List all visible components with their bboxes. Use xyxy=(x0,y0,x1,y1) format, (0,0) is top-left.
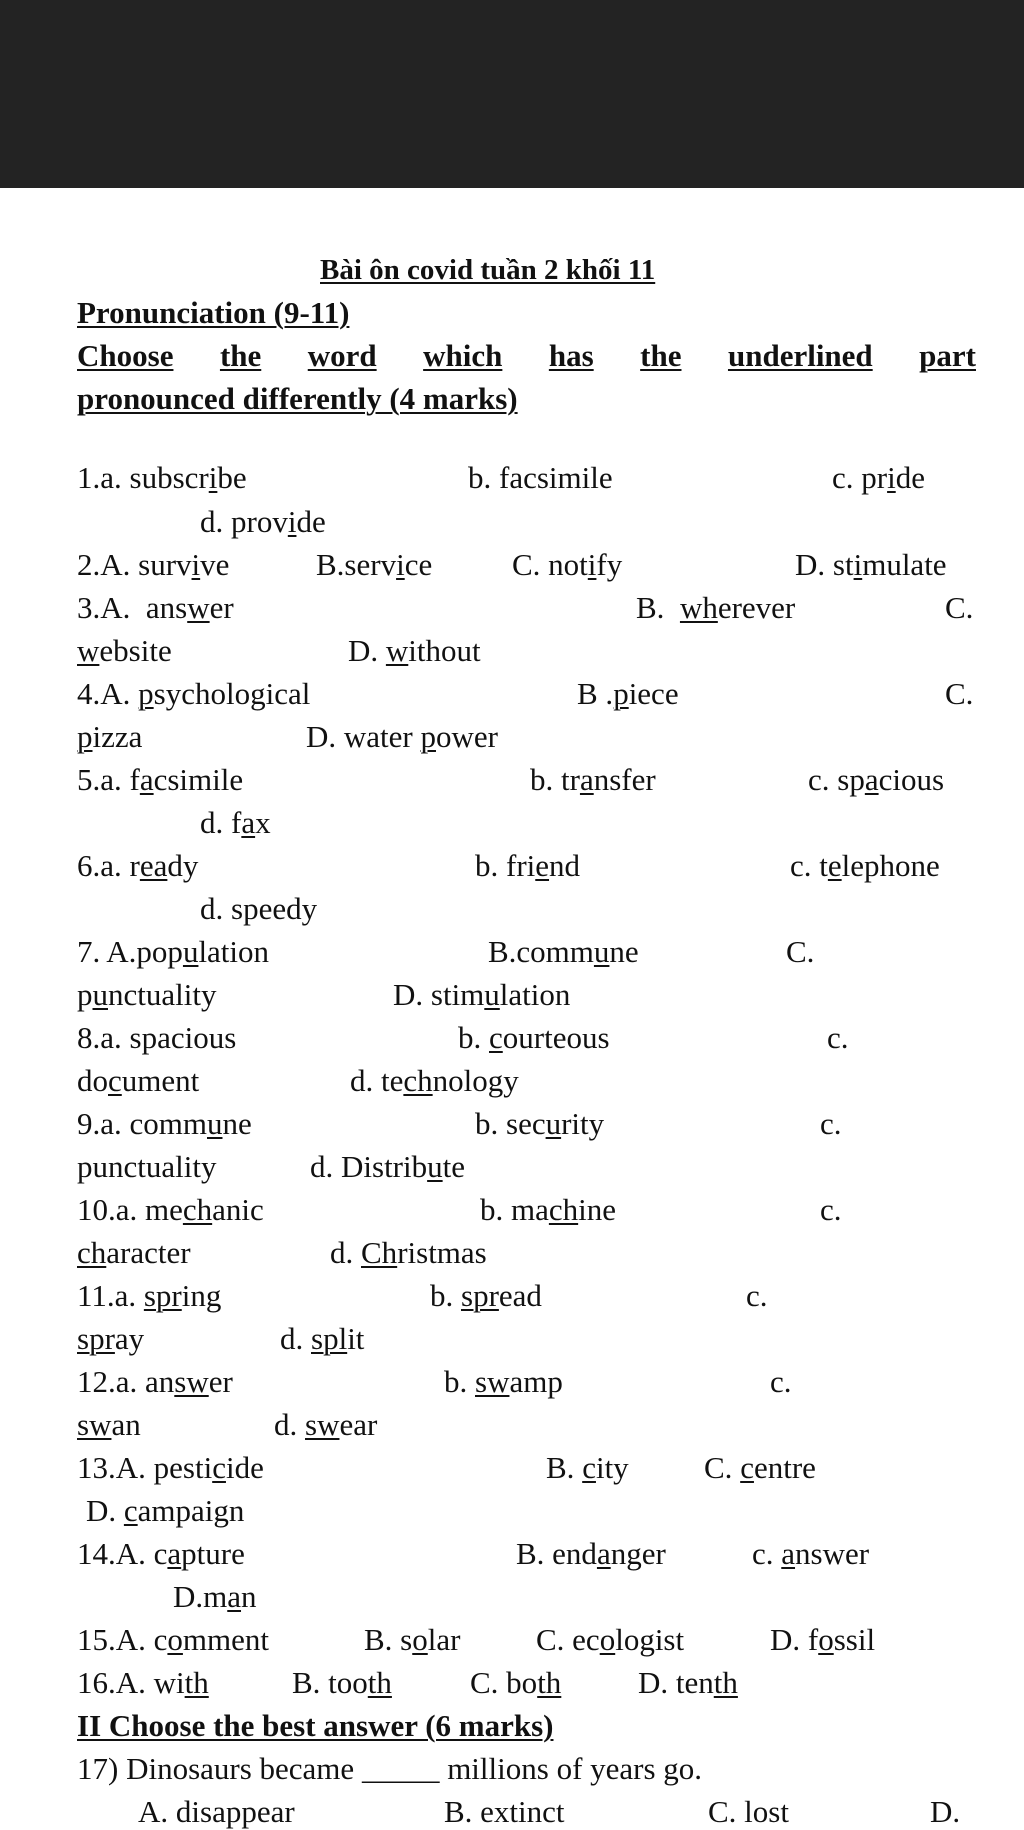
q3-option-c-label: C. xyxy=(945,590,974,625)
q8-option-c-label: c. xyxy=(827,1020,849,1055)
q6-option-d: d. speedy xyxy=(200,891,318,926)
section-pronunciation: Pronunciation (9-11) xyxy=(77,295,350,330)
q7-option-a: 7. A.population xyxy=(77,934,270,969)
q12-option-a: 12.a. answer xyxy=(77,1364,233,1399)
q14-option-b: B. endanger xyxy=(516,1536,666,1571)
q14-option-c: c. answer xyxy=(752,1536,870,1571)
q3-option-d: D. without xyxy=(348,633,481,668)
q5-option-d: d. fax xyxy=(200,805,271,840)
q6-option-c: c. telephone xyxy=(790,848,940,883)
q11-option-b: b. spread xyxy=(430,1278,542,1313)
instruction-line-1: Choose the word which has the underlined part xyxy=(77,338,976,373)
q9-option-d: d. Distribute xyxy=(310,1149,465,1184)
q9-option-b: b. security xyxy=(475,1106,605,1141)
q12-option-c-word: swan xyxy=(77,1407,141,1442)
q17-option-b: B. extinct xyxy=(444,1794,565,1829)
q1-option-a: 1.a. subscribe xyxy=(77,460,247,495)
q8-option-b: b. courteous xyxy=(458,1020,610,1055)
q14-option-d: D.man xyxy=(173,1579,257,1614)
q14-option-a: 14.A. capture xyxy=(77,1536,245,1571)
q3-option-a: 3.A. answer xyxy=(77,590,234,625)
q11-option-d: d. split xyxy=(280,1321,365,1356)
q5-option-a: 5.a. facsimile xyxy=(77,762,244,797)
q16-option-c: C. both xyxy=(470,1665,562,1700)
q15-option-d: D. fossil xyxy=(770,1622,876,1657)
q2-option-b: B.service xyxy=(316,547,433,582)
q13-option-b: B. city xyxy=(546,1450,629,1485)
q1-option-c: c. pride xyxy=(832,460,925,495)
q9-option-c-word: punctuality xyxy=(77,1149,217,1184)
q5-option-c: c. spacious xyxy=(808,762,945,797)
q15-option-c: C. ecologist xyxy=(536,1622,685,1657)
q12-option-d: d. swear xyxy=(274,1407,378,1442)
q10-option-d: d. Christmas xyxy=(330,1235,487,1270)
q10-option-b: b. machine xyxy=(480,1192,617,1227)
q5-option-b: b. transfer xyxy=(530,762,656,797)
q3-option-c-word: website xyxy=(77,633,172,668)
q13-option-c: C. centre xyxy=(704,1450,816,1485)
q4-option-a: 4.A. psychological xyxy=(77,676,311,711)
top-dark-bar xyxy=(0,0,1024,188)
q7-option-b: B.commune xyxy=(488,934,639,969)
q15-option-b: B. solar xyxy=(364,1622,461,1657)
q16-option-a: 16.A. with xyxy=(77,1665,209,1700)
q3-option-b: B. wherever xyxy=(636,590,796,625)
q7-option-c-word: punctuality xyxy=(77,977,217,1012)
q8-option-d: d. technology xyxy=(350,1063,519,1098)
q8-option-c-word: document xyxy=(77,1063,200,1098)
section-ii-title: II Choose the best answer (6 marks) xyxy=(77,1708,554,1743)
q2-option-c: C. notify xyxy=(512,547,623,582)
q13-option-d: D. campaign xyxy=(86,1493,245,1528)
q7-option-c-label: C. xyxy=(786,934,815,969)
instruction-line-2: pronounced differently (4 marks) xyxy=(77,381,518,416)
q6-option-b: b. friend xyxy=(475,848,581,883)
q16-option-d: D. tenth xyxy=(638,1665,738,1700)
q17-option-a: A. disappear xyxy=(138,1794,295,1829)
q7-option-d: D. stimulation xyxy=(393,977,571,1012)
q12-option-c-label: c. xyxy=(770,1364,792,1399)
q15-option-a: 15.A. comment xyxy=(77,1622,270,1657)
q1-option-b: b. facsimile xyxy=(468,460,613,495)
q2-option-d: D. stimulate xyxy=(795,547,947,582)
q4-option-d: D. water power xyxy=(306,719,498,754)
q17-option-c: C. lost xyxy=(708,1794,789,1829)
q4-option-c-label: C. xyxy=(945,676,974,711)
q16-option-b: B. tooth xyxy=(292,1665,392,1700)
q4-option-b: B .piece xyxy=(577,676,679,711)
q1-option-d: d. provide xyxy=(200,504,326,539)
q9-option-a: 9.a. commune xyxy=(77,1106,252,1141)
q2-option-a: 2.A. survive xyxy=(77,547,230,582)
q11-option-a: 11.a. spring xyxy=(77,1278,222,1313)
page-title: Bài ôn covid tuần 2 khối 11 xyxy=(320,254,656,286)
q10-option-c-label: c. xyxy=(820,1192,842,1227)
q10-option-a: 10.a. mechanic xyxy=(77,1192,264,1227)
q6-option-a: 6.a. ready xyxy=(77,848,199,883)
q17-option-d: D. xyxy=(930,1794,961,1829)
q4-option-c-word: pizza xyxy=(77,719,143,754)
q10-option-c-word: character xyxy=(77,1235,191,1270)
q8-option-a: 8.a. spacious xyxy=(77,1020,237,1055)
q11-option-c-word: spray xyxy=(77,1321,145,1356)
q12-option-b: b. swamp xyxy=(444,1364,563,1399)
q9-option-c-label: c. xyxy=(820,1106,842,1141)
q13-option-a: 13.A. pesticide xyxy=(77,1450,264,1485)
q17-stem: 17) Dinosaurs became _____ millions of years go. xyxy=(77,1751,703,1786)
q11-option-c-label: c. xyxy=(746,1278,768,1313)
